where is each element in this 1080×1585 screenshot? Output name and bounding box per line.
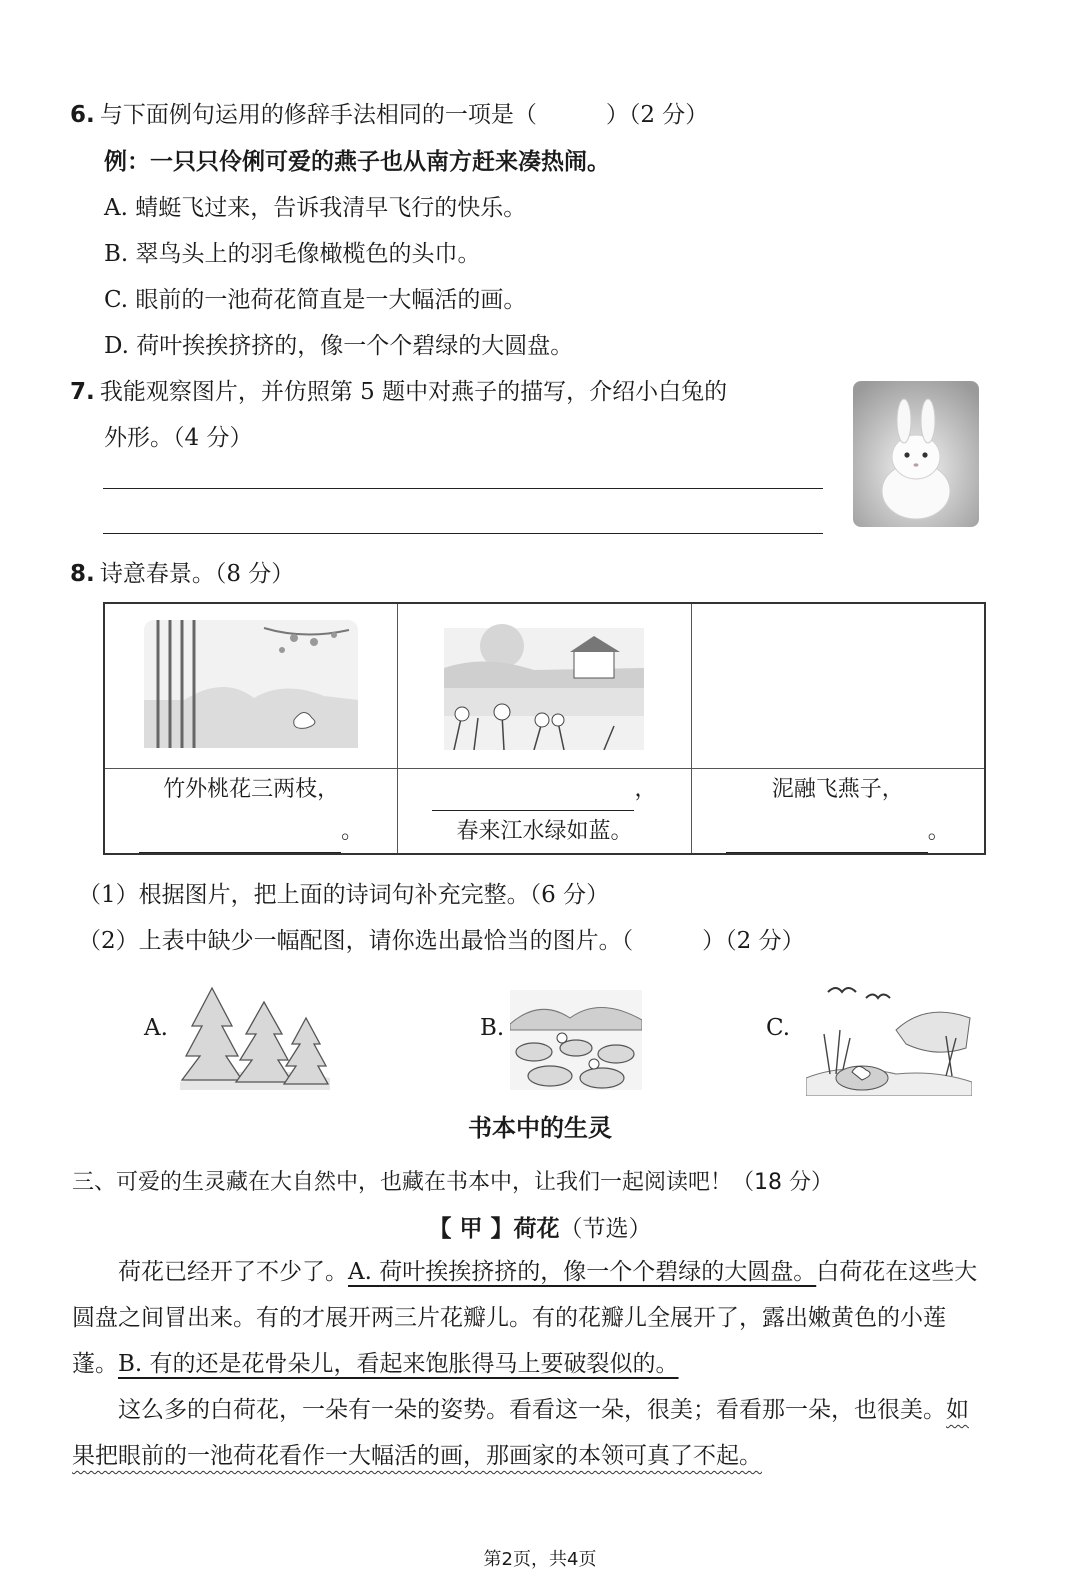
q7-line2: 外形。（4 分） (104, 425, 253, 451)
q8-title: 诗意春景。（8 分） (99, 561, 295, 587)
bamboo-peach-duck-scene-icon (144, 620, 358, 748)
poem-2-line1-end: ， (634, 777, 657, 802)
poem-1-blank[interactable] (139, 826, 341, 853)
q8-sub2: （2）上表中缺少一幅配图，请你选出最恰当的图片。（ ）（2 分） (78, 928, 805, 954)
passage-paragraph-1 (72, 1249, 984, 1387)
poem-cell-1-image (104, 603, 398, 769)
poem-cell-2-image (398, 603, 691, 769)
p1-sentence-b: B. 有的还是花骨朵儿，看起来饱胀得马上要破裂似的。 (118, 1351, 679, 1377)
q7-number: 7. (70, 379, 95, 405)
q7-answer-line-2[interactable] (103, 533, 823, 534)
choice-b-label: B. (480, 1015, 505, 1041)
lotus-pond-picture-icon[interactable] (510, 990, 642, 1090)
poem-2-line2: 春来江水绿如蓝。 (456, 819, 633, 844)
poem-3-blank[interactable] (726, 826, 928, 853)
poem-cell-1-text (104, 769, 398, 855)
q6-option-a: A. 蜻蜓飞过来，告诉我清早飞行的快乐。 (104, 195, 527, 221)
poem-3-line2-row (692, 811, 984, 853)
choice-a-label: A. (144, 1015, 168, 1041)
empty-picture-cell (691, 603, 985, 769)
poem-2-blank[interactable] (432, 784, 634, 811)
page-footer: 第2页，共4页 (483, 1549, 597, 1570)
p1-sentence-a: A. 荷叶挨挨挤挤的，像一个个碧绿的大圆盘。 (348, 1259, 817, 1285)
q7-line1: 我能观察图片，并仿照第 5 题中对燕子的描写，介绍小白兔的 (99, 379, 728, 405)
q8-number: 8. (70, 561, 95, 587)
poem-3-line1: 泥融飞燕子， (771, 777, 904, 802)
poem-3-line2-end: 。 (927, 819, 950, 844)
passage-title: 【 甲 】荷花 (428, 1216, 560, 1242)
q6-example: 例：一只只伶俐可爱的燕子也从南方赶来凑热闹。 (104, 148, 610, 175)
q6-option-c: C. 眼前的一池荷花简直是一大幅活的画。 (104, 287, 527, 313)
poem-1-line2-end: 。 (341, 819, 364, 844)
passage-paragraph-2 (72, 1387, 984, 1479)
q7-answer-line-1[interactable] (103, 488, 823, 489)
p2-part-a: 这么多的白荷花，一朵有一朵的姿势。看看这一朵，很美；看看那一朵，也很美。 (118, 1397, 946, 1423)
poem-table (103, 602, 986, 855)
poem-1-line2-row (105, 811, 397, 853)
section-heading: 书本中的生灵 (468, 1114, 612, 1142)
q6-option-d: D. 荷叶挨挨挤挤的，像一个个碧绿的大圆盘。 (104, 333, 574, 359)
q8-sub1: （1）根据图片，把上面的诗词句补充完整。（6 分） (78, 882, 610, 908)
q6-stem: 与下面例句运用的修辞手法相同的一项是（ ）（2 分） (99, 102, 709, 128)
swallows-ducks-sand-picture-icon[interactable] (806, 978, 972, 1096)
rabbit-photo-icon (853, 381, 979, 527)
poem-2-line1-row (398, 769, 690, 811)
q8-stem-line (70, 555, 294, 588)
choice-c-label: C. (766, 1015, 791, 1041)
poem-1-line1: 竹外桃花三两枝， (163, 777, 340, 802)
p1-part-a: 荷花已经开了不少了。 (118, 1259, 348, 1285)
poem-cell-3-text (691, 769, 985, 855)
q7-stem-line (70, 373, 727, 406)
passage-note: （节选） (559, 1216, 652, 1242)
poem-cell-2-text (398, 769, 691, 855)
snowy-pine-trees-picture-icon[interactable] (180, 982, 330, 1090)
q6-option-b: B. 翠鸟头上的羽毛像橄榄色的头巾。 (104, 241, 481, 267)
p2-wavy-sentence: 如果把眼前的一池荷花看作一大幅活的画，那画家的本领可真了不起。 (72, 1397, 969, 1469)
q6-stem-line (70, 96, 708, 129)
sunrise-river-flowers-scene-icon (444, 618, 644, 750)
passage-title-row (0, 1210, 1080, 1243)
section-title: 三、可爱的生灵藏在大自然中，也藏在书本中，让我们一起阅读吧！（18 分） (72, 1170, 833, 1195)
q6-number: 6. (70, 102, 95, 128)
p1-part-c: 白荷花在这些大圆盘之间冒出来。有的才展开两三片花瓣儿。有的花瓣儿全展开了，露出嫩黄色的小莲蓬。 (72, 1259, 978, 1377)
